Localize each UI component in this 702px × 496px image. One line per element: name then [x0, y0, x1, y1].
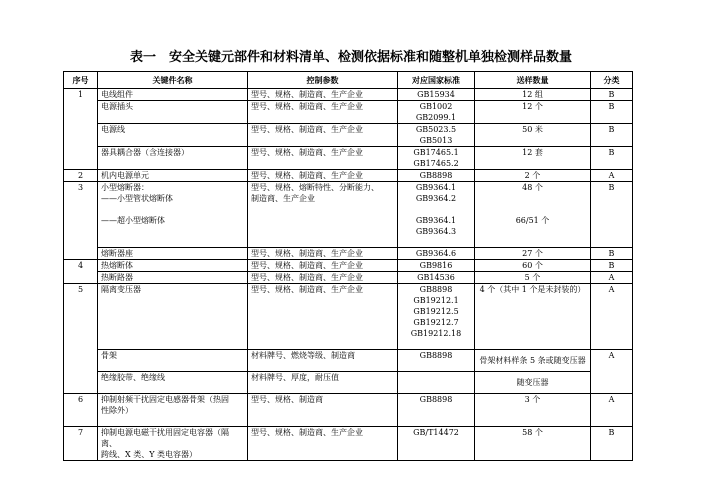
category: B	[591, 89, 633, 101]
national-standard	[398, 89, 475, 101]
national-standard	[398, 170, 475, 182]
control-params-line: 材料牌号、厚度，耐压值	[251, 373, 339, 382]
part-name-line	[101, 204, 244, 215]
table-row	[64, 284, 633, 350]
row-number: 7	[64, 427, 98, 461]
control-params-line: 型号、规格、制造商、生产企业	[251, 285, 363, 294]
category: B	[591, 260, 633, 272]
col-header-params: 控制参数	[248, 72, 398, 89]
part-name-line: 电源插头	[101, 102, 133, 111]
national-standard-line: GB19212.5	[413, 307, 459, 316]
national-standard	[398, 427, 475, 461]
control-params	[248, 89, 398, 101]
category: A	[591, 170, 633, 182]
national-standard-line: GB9364.6	[415, 249, 457, 258]
national-standard-line: GB5023.5	[415, 125, 457, 134]
part-name-line: 电源线	[101, 125, 125, 134]
control-params-line: 型号、规格、制造商、生产企业	[251, 90, 363, 99]
control-params	[248, 372, 398, 394]
table-row	[64, 170, 633, 182]
sample-quantity-line: 2 个	[524, 171, 541, 180]
part-name	[98, 284, 248, 350]
sample-quantity-line: 48 个	[522, 183, 543, 192]
control-params-line: 型号、规格、制造商、生产企业	[251, 148, 363, 157]
part-name	[98, 350, 248, 372]
control-params	[248, 260, 398, 272]
row-number: 5	[64, 284, 98, 394]
part-name-line: 跨线、X 类、Y 类电容器）	[101, 450, 198, 459]
national-standard-line: GB15934	[417, 90, 455, 99]
part-name-line: 隔离变压器	[101, 285, 141, 294]
national-standard-line: GB17465.2	[413, 159, 459, 168]
control-params-line: 型号、规格、制造商、生产企业	[251, 125, 363, 134]
part-name	[98, 372, 248, 394]
national-standard-line: GB19212.1	[413, 296, 459, 305]
control-params-line: 型号、规格、制造商、生产企业	[251, 273, 363, 282]
sample-quantity	[475, 248, 591, 260]
control-params	[248, 350, 398, 372]
category: A	[591, 284, 633, 350]
row-number: 6	[64, 394, 98, 427]
sample-quantity	[475, 124, 591, 147]
sample-quantity-line: 58 个	[522, 428, 543, 437]
control-params	[248, 101, 398, 124]
col-header-quantity: 送样数量	[475, 72, 591, 89]
national-standard-line: GB8898	[419, 351, 453, 360]
table-row	[64, 372, 633, 394]
part-name-line: ——超小型熔断体	[101, 216, 165, 225]
control-params	[248, 124, 398, 147]
table-row	[64, 350, 633, 372]
part-name	[98, 427, 248, 461]
row-number: 1	[64, 89, 98, 170]
category: B	[591, 182, 633, 248]
table-row	[64, 89, 633, 101]
part-name-line: 抑制电源电磁干扰用固定电容器（隔离、	[101, 428, 229, 448]
part-name-line: 热断路器	[101, 273, 133, 282]
sample-quantity-line	[478, 204, 587, 215]
national-standard-line: GB9364.2	[415, 194, 457, 203]
sample-quantity-line: 5 个	[524, 273, 541, 282]
category: A	[591, 272, 633, 284]
part-name	[98, 394, 248, 427]
national-standard	[398, 147, 475, 170]
sample-quantity-line: 3 个	[524, 395, 541, 404]
part-name-line: 熔断器座	[101, 249, 133, 258]
col-header-no: 序号	[64, 72, 98, 89]
control-params-line: 型号、规格、制造商、生产企业	[251, 261, 363, 270]
sample-quantity	[475, 147, 591, 170]
sample-quantity	[475, 272, 591, 284]
control-params-line: 型号、规格、熔断特性、分断能力、	[251, 183, 379, 192]
national-standard-line: GB9364.1	[415, 216, 457, 225]
part-name-line: 抑制射频干扰固定电感器骨架（热固	[101, 395, 229, 404]
part-name	[98, 170, 248, 182]
part-name	[98, 89, 248, 101]
control-params	[248, 272, 398, 284]
sample-quantity-line: 12 套	[522, 148, 543, 157]
part-name	[98, 248, 248, 260]
part-name	[98, 147, 248, 170]
national-standard-line: GB9816	[419, 261, 453, 270]
sample-quantity	[475, 89, 591, 101]
sample-quantity-line: 4 个（其中 1 个是未封装的）	[479, 285, 586, 294]
national-standard-line: GB14536	[417, 273, 455, 282]
category: B	[591, 101, 633, 124]
table-row	[64, 394, 633, 427]
national-standard	[398, 284, 475, 350]
table-row	[64, 101, 633, 124]
category: B	[591, 124, 633, 147]
col-header-name: 关键件名称	[98, 72, 248, 89]
part-name-line: ——小型管状熔断体	[101, 194, 173, 203]
control-params-line: 型号、规格、制造商、生产企业	[251, 171, 363, 180]
sample-quantity	[475, 170, 591, 182]
sample-quantity-line: 66/51 个	[515, 216, 550, 225]
control-params	[248, 284, 398, 350]
sample-quantity-line: 60 个	[522, 261, 543, 270]
national-standard	[398, 394, 475, 427]
table-row	[64, 124, 633, 147]
part-name-line: 小型熔断器：	[101, 183, 149, 192]
national-standard-line: GB9364.1	[415, 183, 457, 192]
part-name-line: 热熔断体	[101, 261, 133, 270]
sample-quantity-line: 12 个	[522, 102, 543, 111]
part-name	[98, 124, 248, 147]
part-name-line: 器具耦合器（含连接器）	[101, 148, 189, 157]
part-name-line: 绝缘胶带、绝缘线	[101, 373, 165, 382]
sample-quantity-line	[478, 193, 587, 204]
national-standard	[398, 124, 475, 147]
part-name	[98, 101, 248, 124]
parts-table	[63, 71, 633, 461]
row-number: 3	[64, 182, 98, 260]
control-params-line: 型号、规格、制造商、生产企业	[251, 428, 363, 437]
control-params	[248, 427, 398, 461]
national-standard-line: GB1002	[419, 102, 453, 111]
part-name	[98, 272, 248, 284]
national-standard-line: GB19212.18	[410, 329, 462, 338]
control-params	[248, 394, 398, 427]
control-params-line: 型号、规格、制造商	[251, 395, 323, 404]
part-name-line: 电线组件	[101, 90, 133, 99]
part-name	[98, 260, 248, 272]
control-params-line: 型号、规格、制造商、生产企业	[251, 102, 363, 111]
header-row	[64, 72, 633, 89]
part-name-line: 性除外）	[101, 406, 133, 415]
table-row	[64, 427, 633, 461]
sample-quantity	[475, 427, 591, 461]
national-standard	[398, 350, 475, 372]
national-standard-line: GB5013	[419, 136, 453, 145]
part-name	[98, 182, 248, 248]
sample-quantity	[475, 260, 591, 272]
national-standard-line: GB8898	[419, 171, 453, 180]
category: A	[591, 394, 633, 427]
national-standard	[398, 272, 475, 284]
control-params-line: 材料牌号、燃烧等级、制造商	[251, 351, 355, 360]
part-name-line: 骨架	[101, 351, 117, 360]
national-standard-line: GB9364.3	[415, 227, 457, 236]
control-params	[248, 182, 398, 248]
national-standard-line: GB8898	[419, 395, 453, 404]
row-number: 2	[64, 170, 98, 182]
control-params-line: 型号、规格、制造商、生产企业	[251, 249, 363, 258]
table-row	[64, 147, 633, 170]
table-row	[64, 260, 633, 272]
part-name-line: 机内电源单元	[101, 171, 149, 180]
sample-quantity: 骨架材料样条 5 条或随变压器	[475, 350, 591, 372]
sample-quantity	[475, 284, 591, 350]
col-header-class: 分类	[591, 72, 633, 89]
sample-quantity-line: 50 米	[522, 125, 543, 134]
control-params	[248, 248, 398, 260]
national-standard-line: GB2099.1	[415, 113, 457, 122]
national-standard-line: GB/T14472	[413, 428, 459, 437]
row-number: 4	[64, 260, 98, 284]
control-params	[248, 147, 398, 170]
category: A	[591, 350, 633, 394]
national-standard	[398, 101, 475, 124]
national-standard	[398, 372, 475, 394]
table-row	[64, 248, 633, 260]
national-standard-line: GB8898	[419, 285, 453, 294]
control-params-line: 制造商、生产企业	[251, 194, 315, 203]
national-standard-line	[401, 204, 471, 215]
category: B	[591, 248, 633, 260]
sample-quantity-line: 27 个	[522, 249, 543, 258]
table-row	[64, 272, 633, 284]
national-standard	[398, 182, 475, 248]
national-standard-line: GB17465.1	[413, 148, 459, 157]
national-standard	[398, 260, 475, 272]
sample-quantity: 随变压器	[475, 372, 591, 394]
sample-quantity	[475, 182, 591, 248]
page-title: 表一 安全关键元部件和材料清单、检测依据标准和随整机单独检测样品数量	[129, 50, 572, 65]
category: B	[591, 427, 633, 461]
sample-quantity	[475, 101, 591, 124]
sample-quantity-line: 12 组	[522, 90, 543, 99]
control-params	[248, 170, 398, 182]
sample-quantity	[475, 394, 591, 427]
national-standard	[398, 248, 475, 260]
col-header-standard: 对应国家标准	[398, 72, 475, 89]
category: B	[591, 147, 633, 170]
table-row	[64, 182, 633, 248]
national-standard-line: GB19212.7	[413, 318, 459, 327]
